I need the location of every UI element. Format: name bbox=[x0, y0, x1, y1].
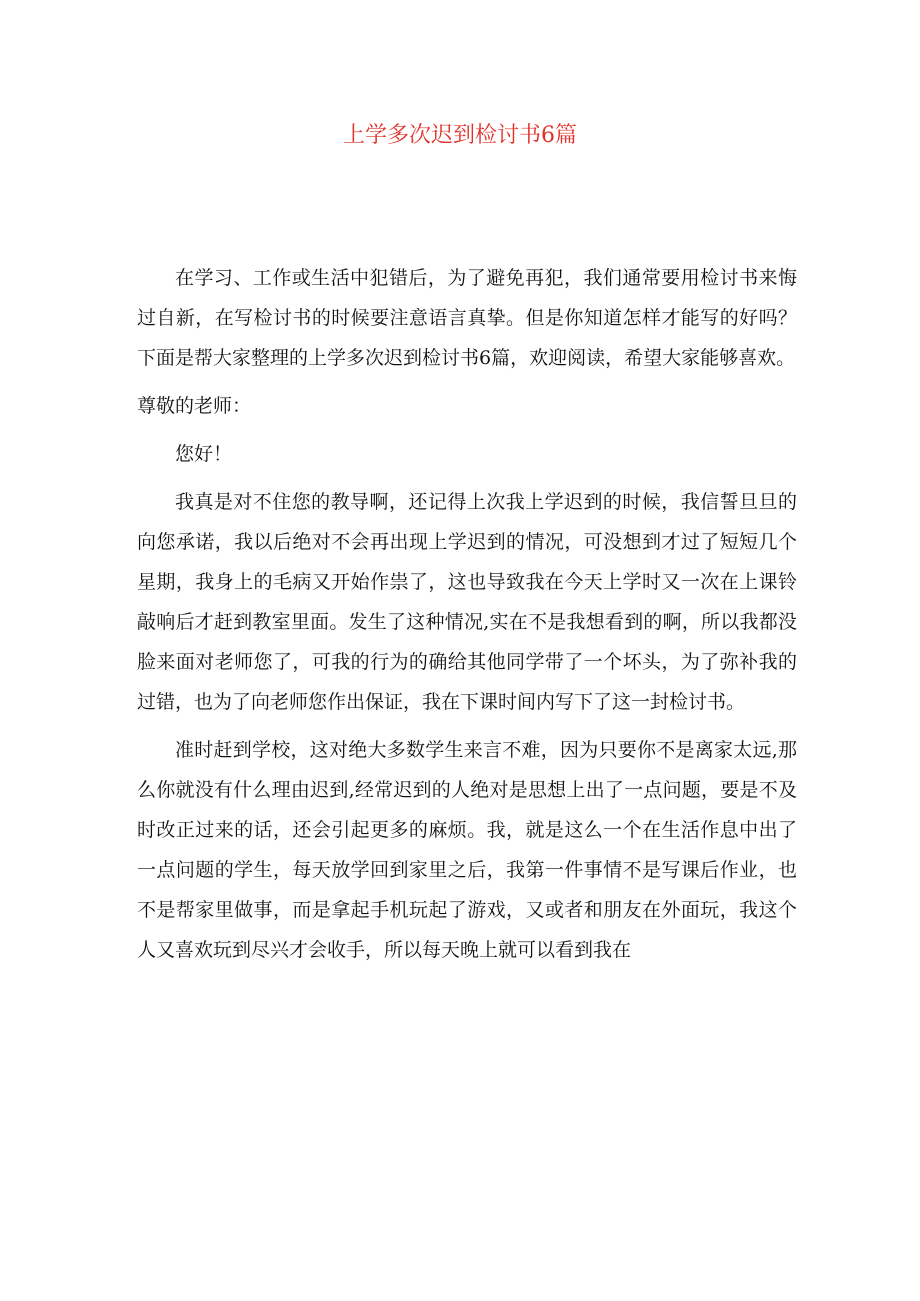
intro-paragraph: 在学习、工作或生活中犯错后，为了避免再犯，我们通常要用检讨书来悔过自新，在写检讨书的时候要注意语言真挚。但是你知道怎样才能写的好吗？下面是帮大家整理的上学多次迟到检讨书6篇，欢迎阅读，希望大家能够喜欢。 bbox=[137, 267, 797, 369]
body-paragraph-1: 我真是对不住您的教导啊，还记得上次我上学迟到的时候，我信誓旦旦的向您承诺，我以后绝对不会再出现上学迟到的情况，可没想到才过了短短几个星期，我身上的毛病又开始作祟了，这也导致我在今天上学时又一次在上课铃敲响后才赶到教室里面。发生了这种情况,实在不是我想看到的啊，所以我都没脸来面对老师您了，可我的行为的确给其他同学带了一个坏头，为了弥补我的过错，也为了向老师您作出保证，我在下课时间内写下了这一封检讨书。 bbox=[137, 491, 797, 713]
document-title: 上学多次迟到检讨书6篇 bbox=[343, 123, 577, 148]
greeting: 您好！ bbox=[175, 443, 233, 465]
body-paragraph-2: 准时赶到学校，这对绝大多数学生来言不难，因为只要你不是离家太远,那么你就没有什么理由迟到,经常迟到的人绝对是思想上出了一点问题，要是不及时改正过来的话，还会引起更多的麻烦。我，就是这么一个在生活作息中出了一点问题的学生，每天放学回到家里之后，我第一件事情不是写课后作业，也不是帮家里做事，而是拿起手机玩起了游戏，又或者和朋友在外面玩，我这个人又喜欢玩到尽兴才会收手，所以每天晚上就可以看到我在 bbox=[137, 739, 797, 961]
document-body bbox=[137, 258, 797, 978]
salutation: 尊敬的老师： bbox=[137, 395, 252, 417]
